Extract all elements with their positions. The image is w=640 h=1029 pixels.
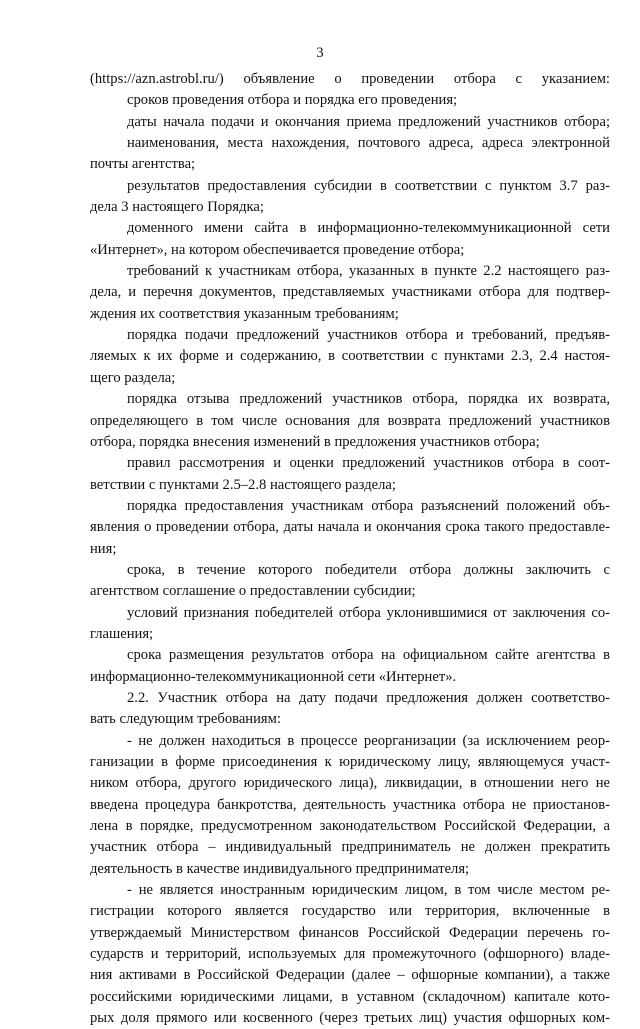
text-line: информационно-телекоммуникационной сети «Интернет». [90,668,457,685]
text-line: ния; [90,540,117,557]
text-line: российскими юридическими лицами, в уставном (складочном) капитале кото- [90,988,610,1005]
text-line: правил рассмотрения и оценки предложений участников отбора в соот- [127,455,610,472]
text-line: доменного имени сайта в информационно-телекоммуникационной сети [127,220,610,237]
text-line: условий признания победителей отбора уклонившимися от заключения со- [127,604,610,621]
text-line: гистрации которого является государство или территория, включенные в [90,903,610,920]
text-line: порядка предоставления участникам отбора разъяснений положений объ- [127,497,610,514]
text-line: агентством соглашение о предоставлении субсидии; [90,583,416,600]
text-line: (https://azn.astrobl.ru/) объявление о проведении отбора с указанием: [90,71,610,87]
text-line: сроков проведения отбора и порядка его проведения; [127,92,458,109]
text-line: щего раздела; [90,369,176,386]
text-line: даты начала подачи и окончания приема предложений участников отбора; [127,113,610,130]
text-line: деятельность в качестве индивидуального предпринимателя; [90,860,470,877]
text-line: ляемых к их форме и содержанию, в соответствии с пунктами 2.3, 2.4 настоя- [90,348,610,365]
text-line: наименования, места нахождения, почтового адреса, адреса электронной [127,135,610,152]
text-line: определяющего в том числе основания для возврата предложений участников [90,412,610,429]
text-line: ганизации в форме присоединения к юридическому лицу, являющемуся участ- [90,754,610,770]
text-line: - не должен находиться в процессе реорганизации (за исключением реор- [127,732,610,749]
page-number: 3 [316,45,324,61]
text-line: отбора, порядка внесения изменений в предложения участников отбора; [90,433,540,450]
text-line: «Интернет», на котором обеспечивается проведение отбора; [90,241,465,258]
text-line: - не является иностранным юридическим лицом, в том числе местом ре- [127,882,610,899]
text-line: 2.2. Участник отбора на дату подачи предложения должен соответство- [127,689,610,706]
text-line: ждения их соответствия указанным требованиям; [90,305,399,322]
text-line: срока, в течение которого победители отбора должны заключить с [127,561,610,578]
text-line: участник отбора – индивидуальный предприниматель не должен прекратить [90,839,610,856]
text-line: ния активами в Российской Федерации (далее – офшорные компании), а также [90,967,610,984]
text-line: рых доля прямого или косвенного (через третьих лиц) участия офшорных ком- [90,1010,610,1027]
text-line: сударств и территорий, используемых для промежуточного (офшорного) владе- [90,946,610,963]
text-line: порядка отзыва предложений участников отбора, порядка их возврата, [127,391,610,408]
text-line: вать следующим требованиям: [90,711,281,728]
text-line: дела 3 настоящего Порядка; [90,199,264,216]
text-line: явления о проведении отбора, даты начала и окончания срока такого предоставле- [90,519,610,536]
text-line: ветствии с пунктами 2.5–2.8 настоящего раздела; [90,476,396,493]
text-line: результатов предоставления субсидии в соответствии с пунктом 3.7 раз- [127,177,610,194]
text-line: порядка подачи предложений участников отбора и требований, предъяв- [127,327,610,344]
text-line: введена процедура банкротства, деятельность участника отбора не приостанов- [90,796,610,813]
text-line: глашения; [90,625,154,642]
text-line: требований к участникам отбора, указанных в пункте 2.2 настоящего раз- [127,263,610,280]
text-line: срока размещения результатов отбора на официальном сайте агентства в [127,647,610,664]
text-line: утверждаемый Министерством финансов Российской Федерации перечень го- [90,924,610,941]
text-line: ником отбора, другого юридического лица), ликвидации, в отношении него не [90,775,610,792]
text-line: дела, и перечня документов, представляемых участниками отбора для подтвер- [90,284,610,301]
text-line: почты агентства; [90,156,196,173]
text-line: лена в порядке, предусмотренном законодательством Российской Федерации, а [90,818,610,835]
document-body [90,69,610,1029]
